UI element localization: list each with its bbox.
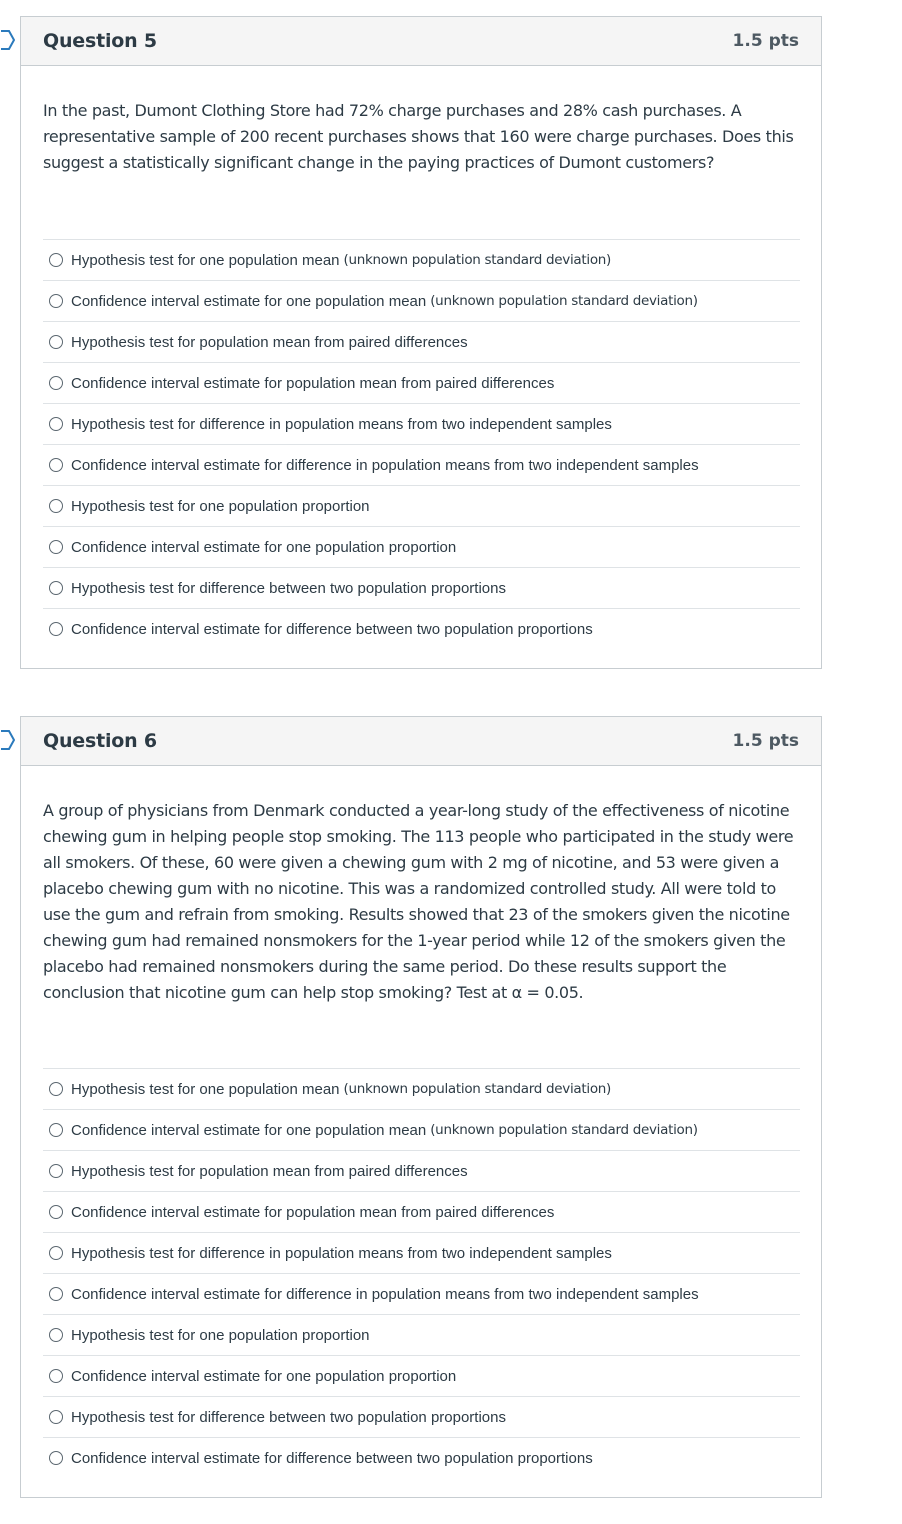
answer-label: Hypothesis test for population mean from paired differences xyxy=(71,333,468,351)
answer-option[interactable] xyxy=(43,1232,800,1273)
flag-question-icon[interactable] xyxy=(0,30,15,50)
answer-note: (unknown population standard deviation) xyxy=(343,252,612,268)
answer-label: Confidence interval estimate for difference between two population proportions xyxy=(71,1449,593,1467)
answer-option[interactable] xyxy=(43,1355,800,1396)
radio-button[interactable] xyxy=(49,294,63,308)
answer-label: Confidence interval estimate for one population mean xyxy=(71,292,427,310)
answer-label: Hypothesis test for difference in population means from two independent samples xyxy=(71,415,612,433)
answer-option[interactable] xyxy=(43,1150,800,1191)
answer-label: Confidence interval estimate for difference in population means from two independent samples xyxy=(71,456,699,474)
answer-option[interactable] xyxy=(43,1314,800,1355)
question-6 xyxy=(20,716,822,1498)
answer-option[interactable] xyxy=(43,239,800,280)
answer-label: Hypothesis test for difference in population means from two independent samples xyxy=(71,1244,612,1262)
answer-label: Hypothesis test for one population mean xyxy=(71,1080,340,1098)
question-text: In the past, Dumont Clothing Store had 72% charge purchases and 28% cash purchases. A representative sample of 200 recent purchases shows that 160 were charge purchases. Does this suggest a statistically significant change in the paying practices of Dumont customers? xyxy=(43,101,794,172)
answer-label: Hypothesis test for one population proportion xyxy=(71,1326,370,1344)
question-5 xyxy=(20,16,822,669)
radio-button[interactable] xyxy=(49,253,63,267)
answer-list xyxy=(43,1068,800,1478)
radio-button[interactable] xyxy=(49,622,63,636)
question-title: Question 5 xyxy=(43,30,157,52)
answer-option[interactable] xyxy=(43,280,800,321)
answer-option[interactable] xyxy=(43,444,800,485)
answer-label: Hypothesis test for one population mean xyxy=(71,251,340,269)
answer-label: Hypothesis test for one population proportion xyxy=(71,497,370,515)
radio-button[interactable] xyxy=(49,581,63,595)
radio-button[interactable] xyxy=(49,1246,63,1260)
answer-label: Confidence interval estimate for one population mean xyxy=(71,1121,427,1139)
answer-option[interactable] xyxy=(43,567,800,608)
radio-button[interactable] xyxy=(49,1164,63,1178)
radio-button[interactable] xyxy=(49,1328,63,1342)
answer-note: (unknown population standard deviation) xyxy=(343,1081,612,1097)
answer-list xyxy=(43,239,800,649)
answer-label: Confidence interval estimate for difference between two population proportions xyxy=(71,620,593,638)
radio-button[interactable] xyxy=(49,1410,63,1424)
question-text: A group of physicians from Denmark conducted a year-long study of the effectiveness of nicotine chewing gum in helping people stop smoking. The 113 people who participated in the study were all smokers. Of these, 60 were given a chewing gum with 2 mg of nicotine, and 53 were given a placebo chewing gum with no nicotine. This was a randomized controlled study. All were told to use the gum and refrain from smoking. Results showed that 23 of the smokers given the nicotine chewing gum had remained nonsmokers for the 1-year period while 12 of the smokers given the placebo had remained nonsmokers during the same period. Do these results support the conclusion that nicotine gum can help stop smoking? Test at α = 0.05. xyxy=(43,801,794,1002)
radio-button[interactable] xyxy=(49,1369,63,1383)
answer-label: Confidence interval estimate for one population proportion xyxy=(71,1367,457,1385)
answer-option[interactable] xyxy=(43,526,800,567)
answer-option[interactable] xyxy=(43,608,800,649)
answer-option[interactable] xyxy=(43,321,800,362)
answer-option[interactable] xyxy=(43,1396,800,1437)
answer-option[interactable] xyxy=(43,1273,800,1314)
flag-question-icon[interactable] xyxy=(0,730,15,750)
answer-label: Confidence interval estimate for one population proportion xyxy=(71,538,457,556)
answer-option[interactable] xyxy=(43,403,800,444)
answer-option[interactable] xyxy=(43,1191,800,1232)
radio-button[interactable] xyxy=(49,1287,63,1301)
answer-option[interactable] xyxy=(43,1068,800,1109)
radio-button[interactable] xyxy=(49,540,63,554)
radio-button[interactable] xyxy=(49,499,63,513)
question-header xyxy=(21,717,821,766)
question-title: Question 6 xyxy=(43,730,157,752)
answer-note: (unknown population standard deviation) xyxy=(430,293,698,309)
answer-label: Confidence interval estimate for population mean from paired differences xyxy=(71,374,555,392)
question-header xyxy=(21,17,821,66)
answer-label: Hypothesis test for population mean from paired differences xyxy=(71,1162,468,1180)
answer-option[interactable] xyxy=(43,1437,800,1478)
answer-label: Confidence interval estimate for population mean from paired differences xyxy=(71,1203,555,1221)
radio-button[interactable] xyxy=(49,417,63,431)
answer-label: Hypothesis test for difference between two population proportions xyxy=(71,1408,506,1426)
radio-button[interactable] xyxy=(49,1123,63,1137)
answer-option[interactable] xyxy=(43,1109,800,1150)
radio-button[interactable] xyxy=(49,376,63,390)
answer-label: Hypothesis test for difference between two population proportions xyxy=(71,579,506,597)
radio-button[interactable] xyxy=(49,1205,63,1219)
answer-option[interactable] xyxy=(43,485,800,526)
radio-button[interactable] xyxy=(49,335,63,349)
question-points: 1.5 pts xyxy=(732,31,799,51)
answer-option[interactable] xyxy=(43,362,800,403)
radio-button[interactable] xyxy=(49,1451,63,1465)
radio-button[interactable] xyxy=(49,1082,63,1096)
answer-note: (unknown population standard deviation) xyxy=(430,1122,698,1138)
question-points: 1.5 pts xyxy=(732,731,799,751)
answer-label: Confidence interval estimate for difference in population means from two independent samples xyxy=(71,1285,699,1303)
radio-button[interactable] xyxy=(49,458,63,472)
